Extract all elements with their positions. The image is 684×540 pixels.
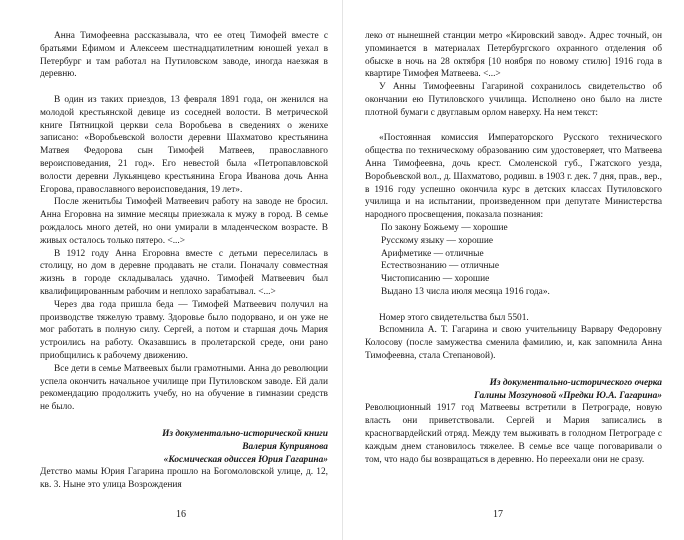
grade-line: По закону Божьему — хорошие [381, 222, 508, 233]
paragraph: Детство мамы Юрия Гагарина прошло на Богомоловской улице, д. 12, кв. 3. Ныне это улица Возрождения [40, 467, 328, 491]
source-line: Из документально-исторической книги [162, 428, 328, 439]
source-line: Из документально-исторического очерка [489, 377, 662, 388]
paragraph: леко от нынешней станции метро «Кировский завод». Адрес точный, он упоминается в материалах Петербургского охранного отделения об обыске в ночь на 28 октября [10 ноября по новому стилю] 1916 года в квартире Тимофея Матвеева. <...> [365, 31, 662, 80]
source-line: Галины Мозгуновой «Предки Ю.А. Гагарина» [474, 390, 662, 401]
paragraph: «Постоянная комиссия Императорского Русского технического общества по техническому образованию сим удостоверяет, что Матвеева Анна Тимофеевна, дочь крест. Смоленской губ., Гжатского уезда, Воробьевской вол., д. Шахматово, родивш. в 1903 г. дек. 7 дня, прав., вер., в 1916 году успешно окончила курс в детских классах Путиловского училища и на испытании, произведенном при депутате Министерства народного просвещения, показала познания: [365, 133, 662, 221]
left-page-text [40, 30, 328, 492]
source-citation [40, 428, 328, 466]
paragraph: Номер этого свидетельства был 5501. [379, 312, 529, 323]
grade-line: Арифметике — отличные [381, 248, 484, 259]
paragraph: Вспомнила А. Т. Гагарина и свою учительницу Варвару Федоровну Колосову (после замужества сменила фамилию, и, как запомнила Анна Тимофеевна, стала Степановой). [365, 325, 662, 361]
right-page [342, 0, 684, 540]
page-number: 16 [176, 509, 186, 520]
paragraph: В один из таких приездов, 13 февраля 1891 года, он женился на молодой крестьянской девице из соседней волости. В метрической книге Пятницкой церкви села Воробьева в сведениях о женихе записано: «Воробьевской волости деревни Шахматово крестьянина Матвея Федорова сын Тимофей Матвеев, православного вероисповедания, 21 год». Его невестой была «Петропавловской волости деревни Лукьянцево крестьянина Егора Иванова дочь Анна Егорова, православного вероисповедания, 19 лет». [40, 94, 328, 195]
source-line: «Космическая одиссея Юрия Гагарина» [163, 454, 328, 465]
paragraph: Через два года пришла беда — Тимофей Матвеевич получил на производстве тяжелую травму. Здоровье было подорвано, и он уже не мог работать в полную силу. Сергей, а потом и старшая дочь Мария устроились на работу. Оказавшись в пролетарской среде, они рано приобщились к рабочему движению. [40, 299, 328, 361]
page-number: 17 [493, 509, 503, 520]
grade-line: Русскому языку — хорошие [381, 235, 494, 246]
grades-list [381, 222, 662, 299]
grade-line: Естествознанию — отличные [381, 261, 499, 272]
paragraph: У Анны Тимофеевны Гагариной сохранилось свидетельство об окончании ею Путиловского училища. Исполнено оно было на листе плотной бумаги с двуглавым орлом наверху. На нем текст: [365, 82, 662, 118]
paragraph: После женитьбы Тимофей Матвеевич работу на заводе не бросил. Анна Егоровна на зимние месяцы приезжала к мужу в город. В семье рождалось много детей, но они умирали в младенческом возрасте. В живых осталось только пятеро. <...> [40, 197, 328, 246]
paragraph: Революционный 1917 год Матвеевы встретили в Петрограде, новую власть они приветствовали. Сергей и Мария записались в красногвардейский отряд. Между тем выживать в голодном Петрограде с каждым днем становилось тяжелее. В семье все чаще поговаривали о том, что надо бы возвращаться в деревню. Но переехали они не сразу. [365, 403, 662, 465]
paragraph: Анна Тимофеевна рассказывала, что ее отец Тимофей вместе с братьями Ефимом и Алексеем шестнадцатилетним юношей уехал в Петербург и там работал на Путиловском заводе, иногда наезжая в деревню. [40, 31, 328, 80]
paragraph: Все дети в семье Матвеевых были грамотными. Анна до революции успела окончить начальное училище при Путиловском заводе. Ей дали рекомендацию продолжить учебу, но на обучение в гимназии средств не было. [40, 363, 328, 413]
grade-line: Выдано 13 числа июля месяца 1916 года». [381, 286, 550, 297]
source-line: Валерия Куприянова [242, 441, 328, 452]
paragraph: В 1912 году Анна Егоровна вместе с детьми переселилась в столицу, но дом в деревне продавать не стали. Поначалу совместная жизнь в городе складывалась удачно. Тимофей Матвеевич был квалифицированным рабочим и неплохо зарабатывал. <...> [40, 248, 328, 297]
grade-line: Чистописанию — хорошие [381, 274, 490, 285]
source-citation [365, 377, 662, 403]
right-page-text [365, 30, 662, 466]
